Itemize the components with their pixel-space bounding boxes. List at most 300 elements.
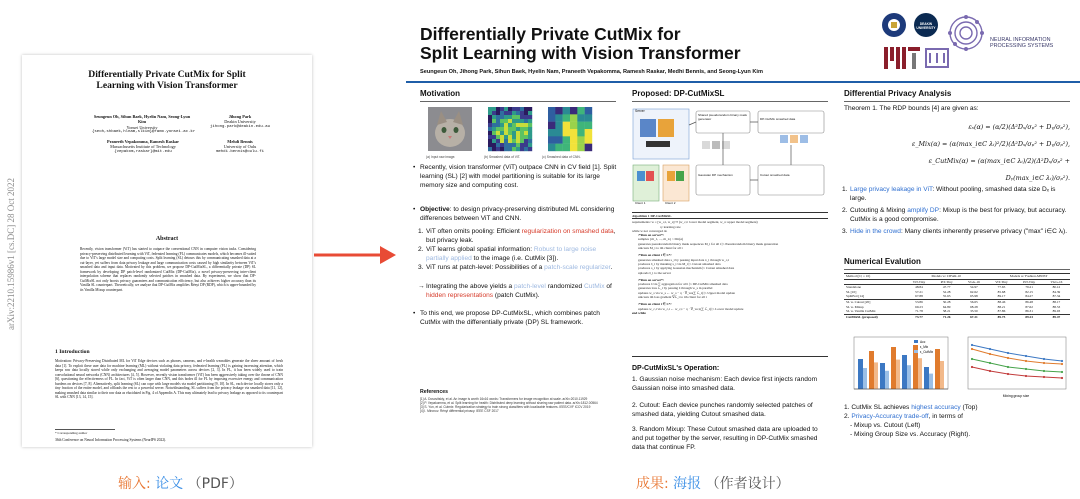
table-cell: 87.86 <box>987 309 1015 314</box>
table-cell: 86.31 <box>1015 309 1042 314</box>
heatmap-cell <box>508 119 512 123</box>
algorithm-line: unicasts ith loss gradient ∇ℒ_i to ith client for all i <box>638 295 707 300</box>
heatmap-cell <box>492 119 496 123</box>
table-cell: 80.12 <box>1052 285 1061 290</box>
heatmap-cell <box>492 131 496 135</box>
table-cell: 54.97 <box>970 285 978 290</box>
table-cell: 64.89 <box>942 304 951 309</box>
heatmap-cell <box>508 127 512 131</box>
heatmap-cell <box>492 111 496 115</box>
diagram-label-cutout: Cutout smashed data <box>760 173 790 177</box>
diagram-label-gaussian: Gaussian DP mechanism <box>698 173 733 177</box>
table-cell: 57.21 <box>915 289 923 294</box>
heatmap-cell <box>516 127 520 131</box>
author-email: {vepakom,raskar}@mit.edu <box>114 149 172 154</box>
equation-mix: ε_Mix(α) = (α(max_i∈C λᵢ)²/2)(Δ²Dₓ/σₚ² + Dᵧ/σₚ²), <box>911 140 1070 148</box>
heatmap-cell <box>492 115 496 119</box>
bar <box>880 363 885 389</box>
heatmap-cell <box>548 107 556 115</box>
heatmap-cell <box>500 147 504 151</box>
heatmap-cell <box>528 115 532 119</box>
heatmap-cell <box>512 107 516 111</box>
algorithm-line: /*Run on client i ∈ C*/ <box>638 253 672 258</box>
motivation-bullet-1: • Recently, vision transformer (ViT) outpace CNN in CV field [1]. Split learning (SL) [2] with model partitioning is suitable for its large memory size and computing cost. <box>413 164 617 190</box>
author-name: Mehdi Bennis <box>227 139 253 144</box>
algorithm-line: generates smashed data s_i by passing input data x_i through w_c,i <box>638 257 730 262</box>
bar <box>869 351 874 389</box>
heatmap-cell <box>548 114 556 122</box>
heatmap-cell <box>563 114 571 122</box>
heatmap-cell <box>496 115 500 119</box>
heatmap-cell <box>516 143 520 147</box>
university-seal-logo <box>882 13 906 37</box>
heatmap-cell <box>516 115 520 119</box>
series-point <box>1007 373 1009 375</box>
series-point <box>989 353 991 355</box>
series-point <box>971 358 973 360</box>
series-point <box>989 362 991 364</box>
poster-title-line2: Split Learning with Vision Transformer <box>420 43 741 63</box>
x-axis-label: Mixing group size <box>1002 394 1030 398</box>
heatmap-cell <box>524 123 528 127</box>
heatmap-cell <box>585 114 593 122</box>
series-point <box>1043 358 1045 360</box>
table-cell: 89.75 <box>997 314 1006 319</box>
author-email: jihong.park@deakin.edu.au <box>210 124 271 129</box>
theorem-text: Theorem 1. The RDP bounds [4] are given as: <box>844 105 979 112</box>
poster <box>396 5 1080 452</box>
heatmap-cell <box>500 143 504 147</box>
dp-point-3: 3. Hide in the crowd: Many clients inherently preserve privacy ("max" i∈C λᵢ). <box>842 228 1068 235</box>
heatmap-cell <box>512 139 516 143</box>
heatmap-cell <box>492 127 496 131</box>
paper-title: Differentially Private CutMix for Split Learning with Vision Transformer <box>88 69 246 91</box>
heatmap-cell <box>488 131 492 135</box>
heatmap-cell <box>563 107 571 115</box>
heatmap-cell <box>500 123 504 127</box>
series-point <box>989 348 991 350</box>
heatmap-cell <box>488 123 492 127</box>
table-cell: 73.77 <box>915 314 923 319</box>
heatmap-cell <box>508 107 512 111</box>
legend-label: Acc <box>920 340 926 344</box>
series-point <box>1043 362 1045 364</box>
references-list <box>420 397 620 413</box>
heatmap-cell <box>577 144 585 152</box>
heatmap-cell <box>524 131 528 135</box>
series-point <box>1061 360 1063 362</box>
heatmap-cell <box>504 147 508 151</box>
heatmap-cell <box>555 122 563 130</box>
heatmap-cell <box>512 147 516 151</box>
table-subheader: VGG-16 <box>960 279 987 285</box>
author-name: Seungeun Oh, Sihun Baek, Hyelin Nam, Seong-Lyun Kim <box>93 114 191 125</box>
algorithm-line: while w not converged do <box>632 228 668 233</box>
abstract-text: Recently, vision transformer (ViT) has started to outpace the conventional CNN in computer vision tasks. Considering privacy-preserving distributed learning with ViT, federated learning (FL) communicates models, which becomes ill-suited due to ViT's large model size and computing costs. Split learning (SL) detours this by communicating smashed data at a cut-layer, yet suffers from data privacy leakage and large communication costs caused by high similarity between ViT's smashed data and input data. Motivated by this problem, we propose DP-CutMixSL, a differentially private (DP) SL framework by developing DP patch-level randomized CutMix (DP-CutMix), a novel privacy-preserving inter-client interpolation scheme that replaces randomly selected patches in smashed data. By experiment, we show that DP-CutMixSL not only boosts privacy guarantees and communication efficiency, but also achieves higher accuracy than its Vanilla SL counterpart. Theoretically, we analyze that DP-CutMix amplifies Rényi DP (RDP), which is upper-bounded by its Vanilla Mixup counterpart. <box>80 247 256 292</box>
heatmap-cell <box>555 107 563 115</box>
series-point <box>1043 376 1045 378</box>
algorithm-line: /*Run on server*/ <box>638 277 664 282</box>
table-row-method: CutMixSL (proposed) <box>846 314 878 319</box>
author-block-yonsei <box>92 114 196 135</box>
diagram-label-client2: Client 2 <box>665 201 676 205</box>
bar <box>863 368 867 389</box>
heatmap-cell <box>488 139 492 143</box>
input-label: 输入: 论文 （PDF） <box>118 476 243 492</box>
operation-step-3: 3. Random Mixup: These Cutout smashed data are uploaded to and put together by the server, resulting in DP-CutMix smashed data that continue FP. <box>632 426 818 452</box>
heatmap-cell <box>516 119 520 123</box>
heatmap-cell <box>520 107 524 111</box>
table-cell: 47.77 <box>942 285 951 290</box>
series-point <box>1061 371 1063 373</box>
heatmap-cell <box>492 107 496 111</box>
table-cell: 82.15 <box>1025 289 1033 294</box>
algorithm-line: generates pseudorandom binary mask sequences M_i for all i ▷ Pseudorandom binary mask generation <box>638 241 779 246</box>
bar <box>874 362 878 389</box>
heatmap-cell <box>508 115 512 119</box>
footnote: * Corresponding author <box>55 429 115 435</box>
heatmap-cell <box>563 129 571 137</box>
heatmap-cell <box>520 143 524 147</box>
legend-swatch <box>914 340 918 343</box>
series-point <box>989 370 991 372</box>
table-header: Method (|C| = 10) <box>844 274 905 280</box>
table-cell: 88.17 <box>1052 299 1061 304</box>
diagram-label-client1: Client 1 <box>635 201 646 205</box>
table-cell: 86.48 <box>1025 299 1033 304</box>
results-table <box>844 273 1070 319</box>
heatmap-cell <box>500 135 504 139</box>
heatmap-cell <box>524 127 528 131</box>
author-affiliation: Deakin University <box>224 119 256 125</box>
heatmap-cell <box>504 119 508 123</box>
heatmap-cell <box>496 135 500 139</box>
heatmap-cell <box>516 139 520 143</box>
table-cell: 69.23 <box>915 304 923 309</box>
table-cell: 89.47 <box>1052 314 1061 319</box>
reference-item: [3] S. Yun, et al. Cutmix: Regularization strategy to train strong classifiers with localizable features. IEEE/CVF ICCV 2019 <box>420 405 591 410</box>
heatmap-cell <box>520 139 524 143</box>
series-point <box>1061 377 1063 379</box>
finding-2a: - Mixup vs. Cutout (Left) <box>850 422 921 429</box>
section-rule <box>844 269 1070 270</box>
author-affiliation: University of Oulu <box>223 144 257 150</box>
section-rule <box>632 101 828 102</box>
poster-authors: Seungeun Oh, Jihong Park, Sihun Baek, Hyelin Nam, Praneeth Vepakomma, Ramesh Raskar, Medhi Bennis, and Seong-Lyun Kim <box>420 69 763 75</box>
algorithm-line: /*Run on server*/ <box>638 233 664 238</box>
legend-label: ε_CutMix <box>920 350 934 354</box>
heatmap-cell <box>524 143 528 147</box>
heatmap-cell <box>496 143 500 147</box>
algorithm-line: produces s̃_i by masking s_i via M_i ▷ Cutout smashed data <box>638 261 721 266</box>
table-subheader: PiT-Tiny <box>1015 279 1042 285</box>
table-cell: 77.65 <box>997 285 1006 290</box>
table-row-method: Standalone <box>846 285 862 290</box>
algorithm-line: end while <box>632 310 646 315</box>
heatmap-cell <box>508 111 512 115</box>
heatmap-cell <box>504 139 508 143</box>
author-email: mehdi.bennis@oulu.fi <box>215 149 264 154</box>
introduction-heading: 1 Introduction <box>55 349 90 355</box>
heatmap-cell <box>563 122 571 130</box>
heatmap-cell <box>585 122 593 130</box>
heatmap-cell <box>570 107 578 115</box>
table-cell: 55.63 <box>933 294 960 299</box>
table-row-method: SL w. Cutout [20] <box>846 299 871 304</box>
table-cell: 84.27 <box>1015 294 1042 299</box>
author-name: Praneeth Vepakomma, Ramesh Raskar <box>106 139 180 144</box>
legend-swatch <box>914 345 918 348</box>
table-subheader: ViT-Tiny <box>905 279 933 285</box>
table-row-method: SL [10] <box>846 289 857 294</box>
heatmap-cell <box>577 122 585 130</box>
heatmap-cell <box>516 107 520 111</box>
table-cell: 88.46 <box>997 299 1006 304</box>
table-cell: 89.03 <box>1043 309 1070 314</box>
table-header: Models w/ CIFAR-10 <box>905 274 987 280</box>
table-cell: 52.28 <box>942 289 951 294</box>
bar <box>896 360 900 389</box>
heatmap-cell <box>500 131 504 135</box>
algorithm-line: /*Run on client i ∈ C*/ <box>638 302 672 307</box>
legend-swatch <box>914 350 918 353</box>
heatmap-cell <box>563 136 571 144</box>
table-cell: 33.50 <box>960 309 987 314</box>
heatmap-cell <box>563 144 571 152</box>
heatmap-cell <box>520 127 524 131</box>
heatmap-cell <box>528 111 532 115</box>
equation-cutmix: ε_CutMix(α) = (α(max_i∈C λᵢ)/2)(Δ²Dₓ/σₚ² + Dᵧ(max_i∈C λᵢ)/σₚ²). <box>928 157 1070 182</box>
heatmap-cell <box>520 111 524 115</box>
poster-title-line1: Differentially Private CutMix for <box>420 24 681 44</box>
heatmap-cell <box>528 123 532 127</box>
heatmap-cell <box>512 143 516 147</box>
heatmap-cell <box>508 135 512 139</box>
heatmap-cell <box>585 144 593 152</box>
vit-smashed-data-heatmap <box>488 107 532 151</box>
bar <box>858 359 863 389</box>
heatmap-cell <box>492 143 496 147</box>
heatmap-cell <box>512 123 516 127</box>
heatmap-cell <box>555 144 563 152</box>
heatmap-cell <box>504 127 508 131</box>
heatmap-cell <box>577 114 585 122</box>
table-row-method: SplitFed [14] <box>844 294 905 299</box>
algorithm-line: η: learning rate <box>660 224 681 229</box>
heatmap-cell <box>570 136 578 144</box>
dp-analysis-heading: Differential Privacy Analysis <box>844 89 952 98</box>
table-subheader: VGG-16 <box>1043 279 1070 285</box>
operation-step-1: 1. Gaussian noise mechanism: Each device first injects random Gaussian noise into smashed data. <box>632 376 818 393</box>
mit-logo-icon <box>884 45 954 71</box>
caption-raw: (a) Input raw image. <box>426 155 456 159</box>
heatmap-cell <box>528 127 532 131</box>
heatmap-cell <box>516 135 520 139</box>
heatmap-cell <box>548 136 556 144</box>
conference-line: 36th Conference on Neural Information Processing Systems (NeurIPS 2022). <box>55 438 167 442</box>
operation-heading: DP-CutMixSL's Operation: <box>632 365 720 372</box>
heatmap-cell <box>524 139 528 143</box>
table-cell: 53.86 <box>915 299 923 304</box>
heatmap-cell <box>508 139 512 143</box>
neurips-logo-text: NEURAL INFORMATION PROCESSING SYSTEMS <box>990 37 1054 50</box>
table-row-method: SL w. Mixup <box>846 304 864 309</box>
heatmap-cell <box>524 147 528 151</box>
privacy-accuracy-bar-chart <box>844 335 952 399</box>
reference-item: [2] P. Vepakomma, et al. Split learning for health: Distributed deep learning without sharing raw patient data. arXiv:1812.00564 <box>420 401 598 406</box>
result-label: 成果: 海报 （作者设计） <box>636 476 790 492</box>
heatmap-cell <box>524 119 528 123</box>
author-block-oulu <box>210 139 270 155</box>
heatmap-cell <box>570 129 578 137</box>
algorithm-line: unicasts M_i to ith client for all i <box>638 246 683 251</box>
heatmap-cell <box>548 122 556 130</box>
heatmap-cell <box>508 123 512 127</box>
series-point <box>971 366 973 368</box>
heatmap-cell <box>570 122 578 130</box>
heatmap-cell <box>504 123 508 127</box>
reference-item: [1] A. Dosovitskiy, et al. An image is worth 16x16 words: Transformers for image recognition at scale. arXiv:2010.11929 <box>420 397 588 401</box>
motivation-item-3: 3. ViT runs at patch-level: Possibilities of a patch-scale regularizer. <box>418 264 613 271</box>
heatmap-cell <box>520 119 524 123</box>
heatmap-cell <box>500 127 504 131</box>
heatmap-cell <box>496 107 500 111</box>
author-block-deakin <box>210 114 270 130</box>
heatmap-cell <box>512 111 516 115</box>
heatmap-cell <box>496 119 500 123</box>
algorithm-title: Algorithm 1 DP-CutMixSL <box>632 214 828 219</box>
heatmap-cell <box>500 107 504 111</box>
table-cell: 67.21 <box>970 314 978 319</box>
references-heading: References <box>420 389 448 395</box>
heatmap-cell <box>508 131 512 135</box>
heatmap-cell <box>512 127 516 131</box>
algorithm-line: updates w_s via w_s ← w_s − η · ∇_ws(∑ ℒ_i) ▷ Upper model update <box>638 290 736 295</box>
heatmap-cell <box>520 115 524 119</box>
table-cell: 68.28 <box>970 304 978 309</box>
series-point <box>1061 363 1063 365</box>
table-cell: 89.17 <box>987 294 1015 299</box>
arxiv-identifier: arXiv:2210.15986v1 [cs.DC] 28 Oct 2022 <box>6 178 16 330</box>
series-point <box>1043 370 1045 372</box>
heatmap-cell <box>528 143 532 147</box>
heatmap-cell <box>508 147 512 151</box>
algorithm-line: requirements: w = [w_c,i, w_s]^T (w_c,i: lower model segment, w_s: upper model segment) <box>632 220 758 225</box>
operation-step-2: 2. Cutout: Each device punches randomly selected patches of smashed data, yielding Cutout smashed data. <box>632 402 813 419</box>
algorithm-line: updates w_c,i via w_c,i ← w_c,i − η · ∇_wc,i(∑ ℒ_i) ▷ Lower model update <box>638 306 744 311</box>
diagram-label-dp-cutmix: DP-CutMix smashed data <box>760 117 796 121</box>
reference-item: [4] I. Mironov. Rényi differential privacy. IEEE CSF 2017 <box>420 409 499 414</box>
heatmap-cell <box>520 135 524 139</box>
paper-page <box>22 55 312 447</box>
heatmap-cell <box>520 147 524 151</box>
finding-2b: - Mixing Group Size vs. Accuracy (Right). <box>850 431 971 438</box>
rdp-equations <box>896 119 1070 187</box>
heatmap-cell <box>492 135 496 139</box>
heatmap-cell <box>504 131 508 135</box>
heatmap-cell <box>488 143 492 147</box>
heatmap-cell <box>548 144 556 152</box>
table-cell: 58.21 <box>933 309 960 314</box>
heatmap-cell <box>577 107 585 115</box>
heatmap-cell <box>500 139 504 143</box>
table-cell: 65.98 <box>960 294 987 299</box>
cat-input-image <box>428 107 472 151</box>
table-header: Models w/ Fashion-MNIST <box>987 274 1070 280</box>
heatmap-cell <box>585 107 593 115</box>
heatmap-cell <box>488 107 492 111</box>
heatmap-cell <box>528 107 532 111</box>
chart-frame <box>854 337 948 389</box>
heatmap-cell <box>504 143 508 147</box>
table-subheader: PiT-Tiny <box>933 279 960 285</box>
heatmap-cell <box>524 111 528 115</box>
algorithm-line: generates loss ℒ_i by passing s̄ through w_s in parallel <box>638 286 713 291</box>
heatmap-cell <box>524 107 528 111</box>
table-cell: 50.28 <box>942 299 951 304</box>
deakin-logo: DEAKIN UNIVERSITY <box>914 13 938 37</box>
heatmap-cell <box>528 131 532 135</box>
diagram-label-server: Server <box>635 109 645 113</box>
series-point <box>971 344 973 346</box>
introduction-text: Motivation: Privacy-Preserving Distributed ML for ViT Edge devices such as phones, cameras, and e-health wearables generate the sheer amount of fresh data [1]. To exploit these user data for machine learning (ML) without violating data privacy, federated learning (FL) is gaining increasing attention, which keeps raw data locally stored while only exchanging and averaging model parameters across devices [2, 3]. In FL, it has been widely used to train convolutional neural networks (CNN) architectures [4, 5]. However, recently vision transformer (ViT) has been aggressively taking over the throne of CNN [6], questioning the effectiveness of FL. In fact, ViT is often larger than CNN, and this bodes ill for FL by imposing excessive energy and communication burdens on devices [7, 8]. Alternatively, split learning (SL) can cope with large models via model partitioning [9, 10]. In SL, each device locally stores only a tiny fraction of the entire model, and offloads the rest to a powerful server. Notwithstanding, SL suffers from the privacy leakage via smashed data [11, 12], making smashed data similar to their raw data as elucidated in Fig. 4 of Appendix A. This may ultimately lead to privacy leakage as opposed to its counterpart SL with CNN [13, 14, 15]. <box>55 359 283 399</box>
heatmap-cell <box>496 111 500 115</box>
bar <box>907 365 911 389</box>
heatmap-cell <box>504 107 508 111</box>
table-row-method: SL w. Vanilla CutMix <box>844 309 905 314</box>
heatmap-cell <box>492 123 496 127</box>
series-point <box>1025 355 1027 357</box>
table-cell: 85.68 <box>997 289 1006 294</box>
motivation-item-2: 2. ViT learns global spatial information: Robust to large noise partially applied to the image (i.e. CutMix [3]). <box>418 246 597 263</box>
series-point <box>1025 368 1027 370</box>
heatmap-cell <box>488 111 492 115</box>
table-cell: 87.34 <box>1043 294 1070 299</box>
objective-bullet: • Objective: to design privacy-preserving distributed ML considering differences between ViT and CNN. <box>413 206 615 223</box>
author-affiliation: Massachusetts Institute of Technology <box>110 144 176 150</box>
bar <box>924 367 929 389</box>
algorithm-box <box>632 212 828 357</box>
series-point <box>1025 375 1027 377</box>
numerical-heading: Numerical Evalution <box>844 257 921 266</box>
table-cell: 67.88 <box>905 294 933 299</box>
motivation-item-1: 1. ViT often omits pooling: Efficient regularization on smashed data, but privacy leak. <box>418 228 616 245</box>
heatmap-cell <box>585 129 593 137</box>
proposed-heading: Proposed: DP-CutMixSL <box>632 89 725 98</box>
table-cell: 89.23 <box>1025 314 1033 319</box>
heatmap-cell <box>516 131 520 135</box>
finding-1: 1. CutMix SL achieves highest accuracy (Top) <box>844 404 978 411</box>
author-email: {seoh,shbaek,hlnam,slkim}@ramo.yonsei.ac.kr <box>92 129 196 134</box>
heatmap-cell <box>508 143 512 147</box>
series-point <box>1007 352 1009 354</box>
heatmap-cell <box>496 147 500 151</box>
table-cell: 87.62 <box>1025 304 1033 309</box>
heatmap-cell <box>504 111 508 115</box>
heatmap-cell <box>496 123 500 127</box>
bar <box>902 355 907 389</box>
poster-title <box>420 25 840 63</box>
table-row <box>844 314 1070 319</box>
motivation-heading: Motivation <box>420 89 460 98</box>
heatmap-cell <box>512 135 516 139</box>
heatmap-cell <box>500 115 504 119</box>
heatmap-cell <box>520 131 524 135</box>
bar <box>940 361 944 389</box>
heatmap-cell <box>528 139 532 143</box>
heatmap-cell <box>577 136 585 144</box>
heatmap-cell <box>504 135 508 139</box>
